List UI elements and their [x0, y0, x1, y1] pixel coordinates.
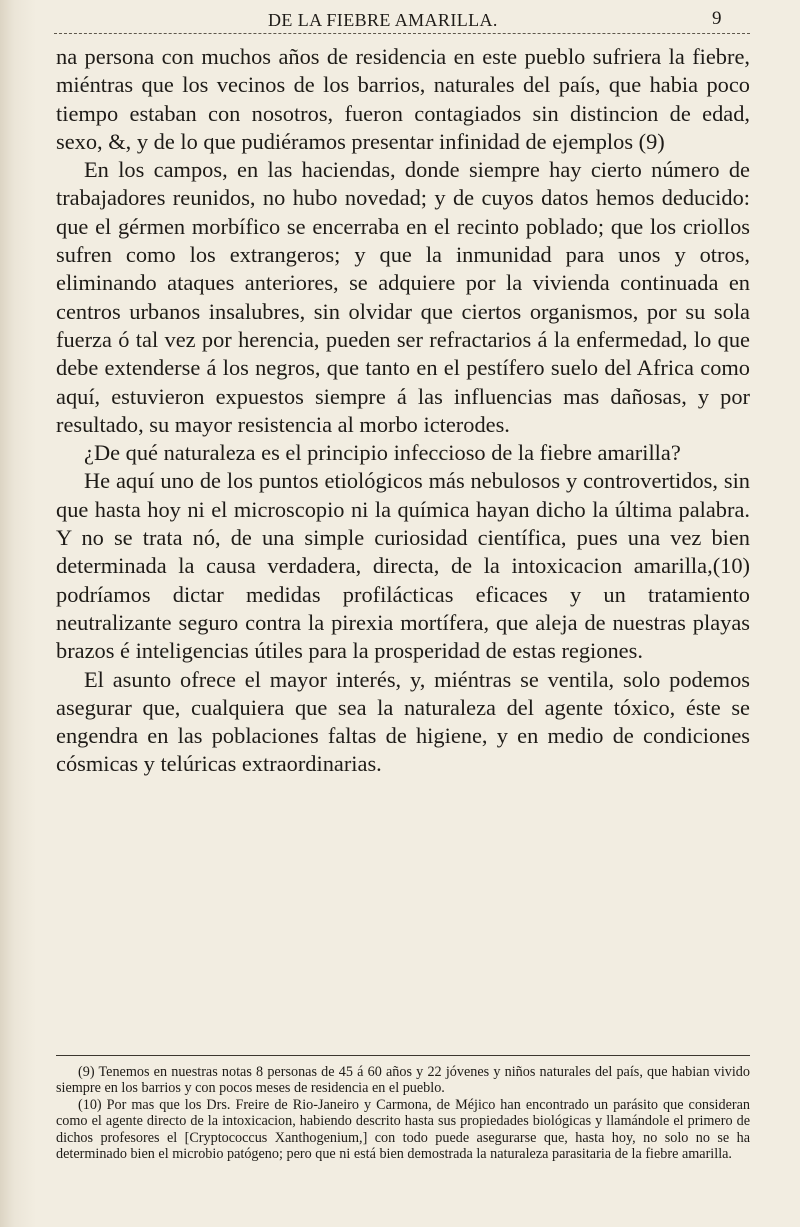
paragraph-interest: El asunto ofrece el mayor interés, y, miéntras se ventila, solo podemos asegurar que, cualquiera que sea la naturaleza del agente tóxico, éste se engendra en las poblaciones faltas de higiene, y en medio de condiciones cósmicas y telúricas extraordinarias. — [56, 666, 750, 777]
running-head — [0, 0, 800, 40]
page-number: 9 — [712, 8, 722, 29]
header-rule — [54, 33, 750, 34]
paragraph-campos: En los campos, en las haciendas, donde siempre hay cierto número de trabajadores reunidos, no hubo novedad; y de cuyos datos hemos deducido: que el gérmen morbífico se encerraba en el recinto poblado; que los criollos sufren como los extrangeros; y que la inmunidad para unos y otros, eliminando ataques anteriores, se adquiere por la vivienda continuada en centros urbanos insalubres, sin olvidar que ciertos organismos, por su sola fuerza ó tal vez por herencia, pueden ser refractarios á la enfermedad, lo que debe extenderse á los negros, que tanto en el pestífero suelo del Africa como aquí, estuvieron expuestos siempre á las influencias mas dañosas, y por resultado, su mayor resistencia al morbo icterodes. — [56, 157, 750, 437]
paragraph-question: ¿De qué naturaleza es el principio infeccioso de la fiebre amarilla? — [84, 440, 681, 466]
footnote-10: (10) Por mas que los Drs. Freire de Rio-Janeiro y Carmona, de Méjico han encontrado un parásito que consideran como el agente directo de la intoxicacion, habiendo descrito hasta sus propiedades biológicas y llamándole el primero de dichos profesores el [Cryptococcus Xanthogenium,] con todo puede asegurarse que, hasta hoy, no solo no se ha determinado bien el microbio patógeno; pero que ni está bien demostrada la naturaleza parasitaria de la fiebre amarilla. — [56, 1096, 750, 1163]
footnote-rule — [56, 1055, 750, 1056]
paragraph-continuation: na persona con muchos años de residencia en este pueblo sufriera la fiebre, miéntras que los vecinos de los barrios, naturales del país, que habia poco tiempo estaban con nosotros, fueron contagiados sin distincion de edad, sexo, &, y de lo que pudiéramos presentar infinidad de ejemplos (9) — [56, 44, 750, 154]
footnotes — [56, 1064, 750, 1162]
paragraph-etiology: He aquí uno de los puntos etiológicos más nebulosos y controvertidos, sin que hasta hoy ni el microscopio ni la química hayan dicho la última palabra. Y no se trata nó, de una simple curiosidad científica, pues una vez bien determinada la causa verdadera, directa, de la intoxicacion amarilla,(10) podríamos dictar medidas profilácticas eficaces y un tratamiento neutralizante seguro contra la pirexia mortífera, que aleja de nuestras playas brazos é inteligencias útiles para la prosperidad de estas regiones. — [56, 468, 750, 664]
footnote-9: (9) Tenemos en nuestras notas 8 personas de 45 á 60 años y 22 jóvenes y niños naturales del país, que habian vivido siempre en los barrios y con pocos meses de residencia en el pueblo. — [56, 1064, 750, 1097]
running-title: DE LA FIEBRE AMARILLA. — [268, 10, 498, 30]
body-text — [56, 43, 750, 779]
